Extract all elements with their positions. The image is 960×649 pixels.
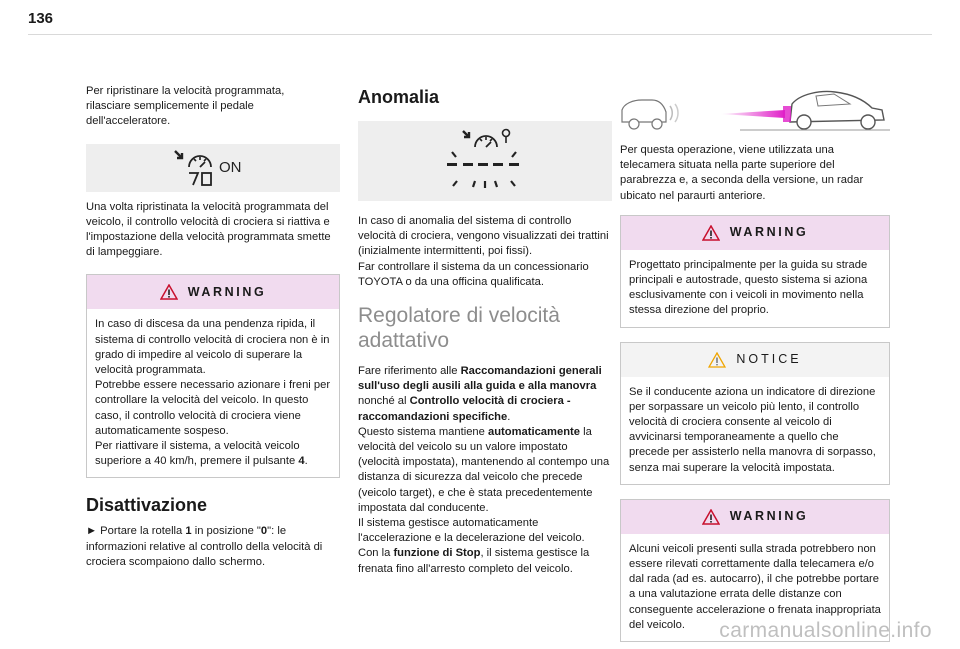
maintains-c: la velocità del veicolo su un valore impostato (velocità impostata), mantenendo al contempo una distanza di sicurezza dal veicolo che precede (veicolo target), e che è stata precedentemente impostata dal conducente. — [358, 425, 610, 514]
warning-triangle-icon — [702, 509, 720, 525]
warning-title: WARNING — [729, 509, 809, 524]
deact-text-e: ": le informazioni relative al controllo della velocità di crociera scompaiono dallo schermo. — [86, 525, 323, 568]
warning-text-c-main: Per riattivare il sistema, a velocità veicolo superiore a 40 km/h, premere il pulsante — [95, 440, 300, 468]
maintains-a: Questo sistema mantiene — [358, 425, 488, 438]
button-number: 4 — [298, 455, 305, 468]
warning-box-descent — [86, 274, 340, 478]
warning-text-b: Potrebbe essere necessario azionare i freni per controllare la velocità del veicolo. In questo caso, il controllo velocità di crociera viene automaticamente sospeso. — [95, 379, 331, 437]
warning-text-c — [95, 439, 331, 469]
stop-c: , il sistema gestisce la frenata fino all'arresto completo del veicolo. — [358, 547, 590, 575]
stop-bold: funzione di Stop — [393, 547, 481, 560]
notice-box-overtake — [620, 342, 890, 485]
page-number: 136 — [28, 10, 54, 27]
heading-adaptive-cruise — [358, 303, 612, 353]
warning-text-a: In caso di discesa da una pendenza ripida, il sistema di controllo velocità di crociera non è in grado di impedire al veicolo di superare la velocità programmata. — [95, 318, 330, 377]
warning-box-roads — [620, 215, 890, 328]
notice-header — [621, 343, 889, 377]
paragraph-restore: Per ripristinare la velocità programmata, rilasciare semplicemente il pedale dell'acceleratore. — [86, 85, 285, 128]
notice-triangle-icon — [708, 352, 726, 368]
warning-body — [87, 309, 339, 477]
refer-text-e: . — [507, 410, 511, 423]
deact-wheel-number: 1 — [185, 525, 192, 538]
top-divider — [28, 34, 932, 35]
paragraph-camera: Per questa operazione, viene utilizzata una telecamera situata nella parte superiore del parabrezza e, a seconda della versione, un radar ubicato nel paraurti anteriore. — [620, 144, 864, 202]
paragraph-maintains — [358, 425, 612, 516]
vehicle-detection-illustration — [620, 84, 890, 134]
warning-detection-text: Alcuni veicoli presenti sulla strada potrebbero non essere rilevati correttamente dalla telecamera e/o dal rada (ad es. autocarro), il che potrebbe portare a una valutazione errata delle distanze con conseguente accelerazione o frenata inappropriata del veicolo. — [629, 542, 881, 631]
heading-anomaly: Anomalia — [358, 87, 440, 107]
paragraph-refer — [358, 364, 612, 425]
paragraph-stop — [358, 546, 612, 576]
refer-link-general: Raccomandazioni generali sull'uso degli ausili alla guida e alla manovra — [358, 365, 602, 393]
column-2 — [358, 84, 612, 577]
warning-roads-text: Progettato principalmente per la guida su strade principali e autostrade, questo sistema si aziona esclusivamente con i veicoli in movimento nella stessa direzione del proprio. — [629, 258, 868, 317]
warning-header — [621, 500, 889, 534]
paragraph-manages: Il sistema gestisce automaticamente l'accelerazione e la decelerazione del veicolo. — [358, 517, 585, 545]
heading-deactivation: Disattivazione — [86, 495, 208, 516]
stop-a: Con la — [358, 547, 394, 560]
warning-title: WARNING — [187, 284, 267, 299]
anomaly-text-a: In caso di anomalia del sistema di controllo velocità di crociera, vengono visualizzati dei trattini (inizialmente intermittenti, poi fissi). — [358, 215, 609, 258]
deact-text-c: in posizione " — [191, 525, 261, 538]
cruise-control-icon — [153, 147, 273, 189]
warning-body — [621, 250, 889, 327]
notice-body — [621, 377, 889, 484]
car-following-icon — [620, 84, 890, 134]
deact-text-a: Portare la rotella — [97, 525, 186, 538]
on-label: ON — [219, 158, 242, 176]
refer-link-cruise: Controllo velocità di crociera - raccomandazioni specifiche — [358, 395, 571, 423]
heading-adaptive-line2: adattativo — [358, 329, 450, 353]
watermark: carmanualsonline.info — [719, 619, 932, 642]
heading-adaptive-line1: Regolatore di velocità — [358, 304, 560, 328]
anomaly-text-b: Far controllare il sistema da un concessionario TOYOTA o da una officina qualificata. — [358, 260, 589, 288]
cruise-on-illustration — [86, 144, 340, 192]
column-3 — [620, 84, 890, 642]
column-1 — [86, 84, 340, 570]
arrow-bullet: ► — [86, 525, 98, 538]
refer-text-a: Fare riferimento alle — [358, 365, 461, 378]
warning-triangle-icon — [160, 284, 178, 300]
paragraph-deactivation — [86, 524, 340, 570]
warning-header — [621, 216, 889, 250]
refer-text-c: nonché al — [358, 395, 410, 408]
maintains-bold: automaticamente — [487, 425, 580, 438]
notice-title: NOTICE — [736, 352, 802, 367]
anomaly-illustration — [358, 121, 612, 201]
cruise-fault-icon — [425, 125, 545, 197]
notice-text: Se il conducente aziona un indicatore di direzione per sorpassare un veicolo più lento, il controllo velocità di crociera consente al veicolo di avvicinarsi temporaneamente a quello che precede per assisterlo nella manovra di sorpasso, senza mai superare la velocità impostata. — [629, 385, 876, 474]
warning-triangle-icon — [702, 225, 720, 241]
paragraph-reactivate: Una volta ripristinata la velocità programmata del veicolo, il controllo velocità di crociera si riattiva e l'impostazione della velocità programmata smette di lampeggiare. — [86, 200, 331, 259]
warning-text-c-end: . — [304, 455, 308, 468]
warning-header — [87, 275, 339, 309]
deact-position-zero: 0 — [260, 525, 268, 538]
warning-title: WARNING — [729, 225, 809, 240]
